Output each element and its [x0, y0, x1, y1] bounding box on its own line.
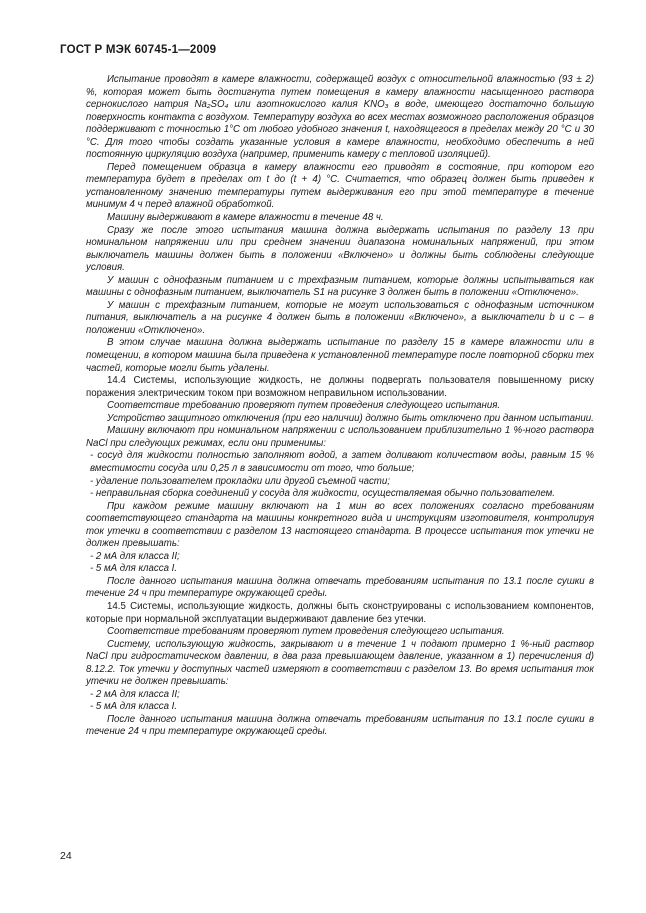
paragraph: У машин с однофазным питанием и с трехфазным питанием, которые должны испытываться как машины с однофазным питанием, выключатель S1 на рисунке 3 должен быть в положении «Отключено».	[86, 274, 594, 299]
list-item: - 5 мА для класса I.	[90, 701, 178, 713]
list-item: - сосуд для жидкости полностью заполняют водой, а затем доливают количеством воды, равным 15 % вместимости сосуда или 0,25 л в зависимости от того, что больше;	[90, 450, 594, 474]
paragraph: 14.5 Системы, использующие жидкость, должны быть сконструированы с использованием компонентов, которые при нормальной эксплуатации выдерживают давление без утечки.	[86, 600, 594, 625]
list-item: - 2 мА для класса II;	[90, 688, 180, 700]
paragraph: В этом случае машина должна выдержать испытание по разделу 15 в камере влажности или в помещении, в котором машина была приведена к установленной температуре после повторной сборки тех частей, которые могли быть удалены.	[86, 337, 594, 374]
paragraph: После данного испытания машина должна отвечать требованиям испытания по 13.1 после сушки в течение 24 ч при температуре окружающей среды.	[86, 575, 594, 600]
paragraph: Устройство защитного отключения (при его наличии) должно быть отключено при данном испытании.	[107, 412, 594, 424]
list-item: - 5 мА для класса I.	[90, 563, 178, 575]
paragraph: Систему, использующую жидкость, закрывают и в течение 1 ч подают примерно 1 %-ный раствор NaCl при гидростатическом давлении, в два раза превышающем давление, указанном в 1) перечисления d) 8.12.2. Ток утечки у доступных частей измеряют в соответствии с разделом 13. Во время испытания ток утечки не должен превышать:	[86, 638, 594, 688]
paragraph: У машин с трехфазным питанием, которые не могут использоваться с однофазным источником питания, выключатель a на рисунке 4 должен быть в положении «Включено», а выключатели b и c – в положении «Отключено».	[86, 299, 594, 336]
document-header: ГОСТ Р МЭК 60745-1—2009	[60, 44, 217, 56]
paragraph: 14.4 Системы, использующие жидкость, не должны подвергать пользователя повышенному риску поражения электрическим током при возможном неправильном использовании.	[86, 375, 594, 399]
paragraph: Испытание проводят в камере влажности, содержащей воздух с относительной влажностью (93 ± 2) %, которая может быть достигнута путем помещения в камеру влажности насыщенного раствора сернокислого натрия Na₂SO₄ или азотнокислого калия KNO₃ в воде, имеющего достаточно большую поверхность контакта с воздухом. Температуру воздуха во всех местах возможного расположения образцов поддерживают с точностью 1°C от любого удобного значения t, находящегося в пределах между 20 °C и 30 °C. Для того чтобы создать указанные условия в камере влажности, необходимо обеспечить в ней постоянную циркуляцию воздуха (например, применить камеру с тепловой изоляцией).	[86, 74, 594, 161]
page-number: 24	[60, 850, 72, 862]
paragraph: Машину выдерживают в камере влажности в течение 48 ч.	[107, 212, 384, 224]
paragraph: Соответствие требованию проверяют путем проведения следующего испытания.	[107, 400, 501, 412]
paragraph: Соответствие требованиям проверяют путем проведения следующего испытания.	[107, 626, 505, 638]
paragraph: Сразу же после этого испытания машина должна выдержать испытания по разделу 13 при номинальном напряжении или при среднем значении диапазона номинальных напряжений, при этом выключатель машины должен быть в положении «Включено» и должны быть соблюдены следующие условия.	[86, 224, 594, 274]
list-item: - удаление пользователем прокладки или другой съемной части;	[90, 475, 390, 487]
paragraph: Перед помещением образца в камеру влажности его приводят в состояние, при котором его температура будет в пределах от t до (t + 4) °C. Считается, что образец должен быть приведен к установленному значению температуры путем выдерживания его при этой температуре в течение минимум 4 ч перед влажной обработкой.	[86, 161, 594, 211]
paragraph: Машину включают при номинальном напряжении с использованием приблизительно 1 %-ного раствора NaCl при следующих режимах, если они применимы:	[86, 425, 594, 449]
paragraph: При каждом режиме машину включают на 1 мин во всех положениях согласно требованиям соответствующего стандарта на машины конкретного вида и инструкциям изготовителя, контролируя ток утечки в соответствии с разделом 13 настоящего стандарта. В процессе испытания ток утечки не должен превышать:	[86, 500, 594, 550]
list-item: - 2 мА для класса II;	[90, 550, 180, 562]
document-body	[86, 74, 594, 739]
list-item: - неправильная сборка соединений у сосуда для жидкости, осуществляемая обычно пользователем.	[90, 488, 555, 500]
paragraph: После данного испытания машина должна отвечать требованиям испытания по 13.1 после сушки в течение 24 ч при температуре окружающей среды.	[86, 713, 594, 738]
